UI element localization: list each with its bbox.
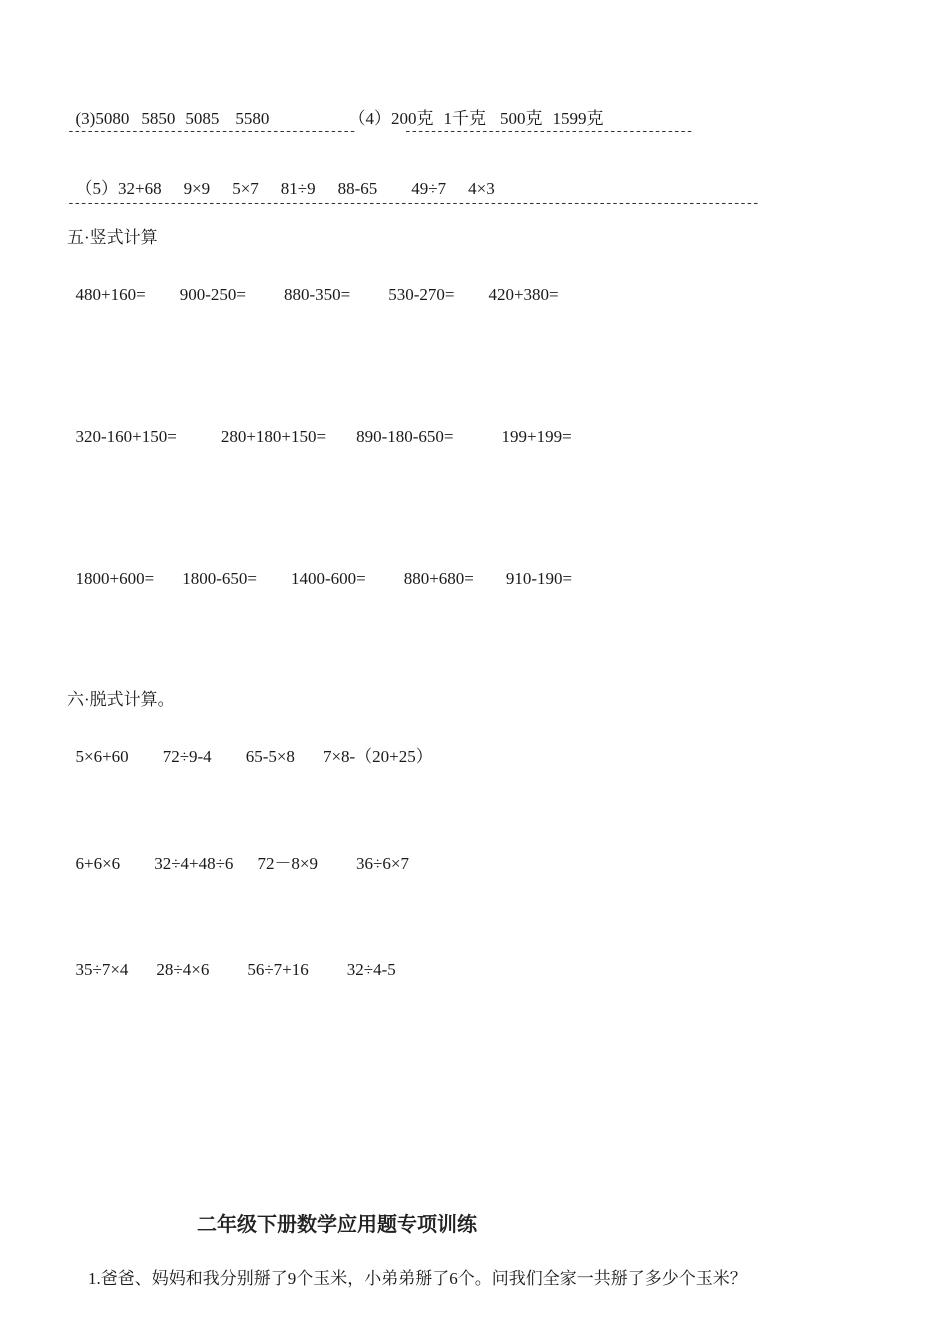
item: 5085 [185,109,220,128]
item: （5）32+68 [75,179,162,198]
row-4-weights [340,86,604,130]
item: 1599克 [552,109,604,128]
problem: 28÷4×6 [156,960,210,979]
problem: 530-270= [388,285,455,304]
problem: 910-190= [505,569,573,588]
problem: 32÷4+48÷6 [154,854,234,873]
problem: 1800-650= [182,569,257,588]
item: 5850 [141,109,176,128]
vertical-calc-line-2 [67,404,572,448]
item: 4×3 [468,179,495,198]
problem: 6+6×6 [75,854,121,873]
item: (3)5080 [75,109,130,128]
item: 1千克 [443,109,486,128]
answer-line-left: --------------------------------------------- [67,125,356,139]
problem: 5×6+60 [75,747,129,766]
problem: 7×8-（20+25） [322,747,433,766]
item: 5×7 [232,179,259,198]
stepwise-calc-line-3 [67,937,396,981]
item: 88-65 [337,179,378,198]
problem: 32÷4-5 [346,960,396,979]
answer-line-long: ------------------------------------------------------------------------------------------------------------ [67,197,759,211]
row-3-numbers [67,86,269,130]
problem: 72÷9-4 [162,747,212,766]
worksheet-title: 二年级下册数学应用题专项训练 [197,1212,477,1236]
stepwise-calc-line-2 [67,831,409,875]
word-problem-1: 1.爸爸、妈妈和我分别掰了9个玉米，小弟弟掰了6个。问我们全家一共掰了多少个玉米？ [88,1269,747,1288]
item: 81÷9 [280,179,316,198]
vertical-calc-line-3 [67,546,572,590]
item: 9×9 [183,179,211,198]
item: 5580 [235,109,270,128]
problem: 72－8×9 [257,854,319,873]
item: 500克 [500,109,543,128]
problem: 1400-600= [290,569,366,588]
item: （4）200克 [348,109,434,128]
problem: 880-350= [283,285,351,304]
problem: 900-250= [179,285,246,304]
section-6-heading: 六·脱式计算。 [67,690,175,709]
problem: 35÷7×4 [75,960,129,979]
problem: 420+380= [488,285,559,304]
problem: 320-160+150= [75,427,177,446]
problem: 36÷6×7 [356,854,409,873]
problem: 1800+600= [75,569,155,588]
problem: 280+180+150= [220,427,327,446]
section-5-heading: 五·竖式计算 [67,228,158,247]
problem: 65-5×8 [245,747,295,766]
problem: 199+199= [501,427,572,446]
problem: 480+160= [75,285,146,304]
item: 49÷7 [411,179,447,198]
problem: 56÷7+16 [247,960,309,979]
answer-line-right: --------------------------------------------- [404,125,693,139]
problem: 880+680= [403,569,474,588]
stepwise-calc-line-1 [67,724,433,768]
vertical-calc-line-1 [67,262,559,306]
row-5-expressions [67,156,495,200]
problem: 890-180-650= [356,427,454,446]
